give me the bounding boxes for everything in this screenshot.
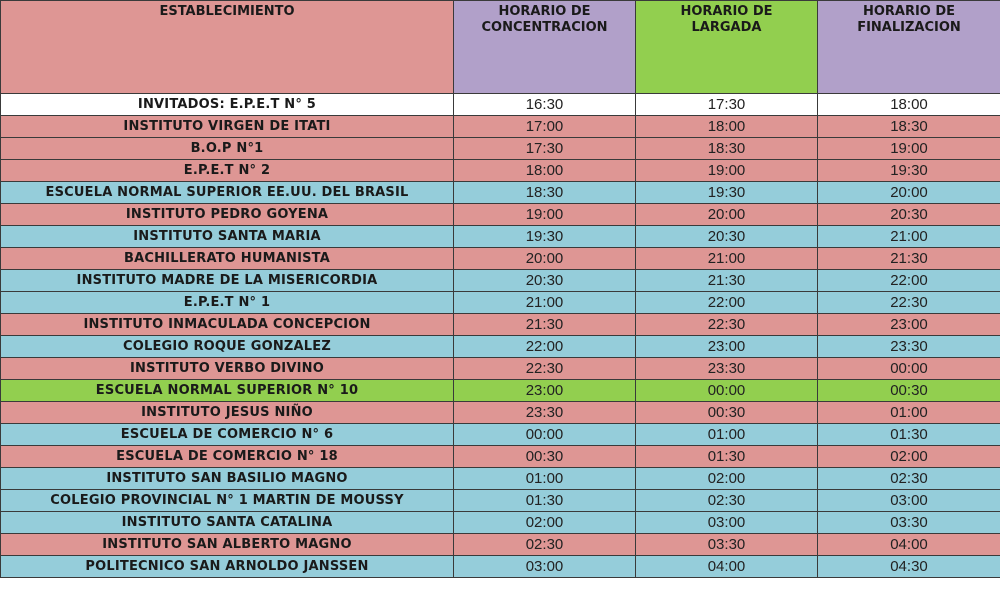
table-row (1, 270, 1000, 292)
cell-largada[interactable]: 03:30 (636, 534, 818, 556)
cell-establecimiento[interactable]: INSTITUTO SAN ALBERTO MAGNO (1, 534, 454, 556)
cell-finalizacion[interactable]: 18:30 (818, 116, 1000, 138)
cell-establecimiento[interactable]: POLITECNICO SAN ARNOLDO JANSSEN (1, 556, 454, 578)
cell-finalizacion[interactable]: 23:00 (818, 314, 1000, 336)
header-text-line: HORARIO DE (680, 4, 773, 19)
header-text-line: HORARIO DE (498, 4, 591, 19)
cell-largada[interactable]: 23:30 (636, 358, 818, 380)
cell-establecimiento[interactable]: INSTITUTO SAN BASILIO MAGNO (1, 468, 454, 490)
table-row (1, 204, 1000, 226)
cell-finalizacion[interactable]: 02:00 (818, 446, 1000, 468)
cell-establecimiento[interactable]: INSTITUTO VIRGEN DE ITATI (1, 116, 454, 138)
cell-concentracion[interactable]: 18:30 (454, 182, 636, 204)
cell-finalizacion[interactable]: 21:00 (818, 226, 1000, 248)
cell-concentracion[interactable]: 18:00 (454, 160, 636, 182)
table-body (1, 94, 1000, 578)
table-header (1, 1, 1000, 94)
table-row (1, 292, 1000, 314)
cell-largada[interactable]: 02:00 (636, 468, 818, 490)
cell-largada[interactable]: 23:00 (636, 336, 818, 358)
table-row (1, 534, 1000, 556)
header-text-line: ESTABLECIMIENTO (159, 4, 295, 19)
cell-finalizacion[interactable]: 23:30 (818, 336, 1000, 358)
cell-largada[interactable]: 20:30 (636, 226, 818, 248)
table-row (1, 160, 1000, 182)
cell-largada[interactable]: 21:00 (636, 248, 818, 270)
header-text-line: HORARIO DE (862, 4, 956, 19)
cell-finalizacion[interactable]: 19:30 (818, 160, 1000, 182)
cell-largada[interactable]: 19:30 (636, 182, 818, 204)
table-row (1, 490, 1000, 512)
cell-largada[interactable]: 02:30 (636, 490, 818, 512)
cell-finalizacion[interactable]: 21:30 (818, 248, 1000, 270)
cell-largada[interactable]: 18:00 (636, 116, 818, 138)
cell-finalizacion[interactable]: 02:30 (818, 468, 1000, 490)
cell-establecimiento[interactable]: ESCUELA DE COMERCIO N° 18 (1, 446, 454, 468)
cell-largada[interactable]: 04:00 (636, 556, 818, 578)
table-row (1, 314, 1000, 336)
cell-concentracion[interactable]: 17:30 (454, 138, 636, 160)
cell-finalizacion[interactable]: 00:30 (818, 380, 1000, 402)
cell-finalizacion[interactable]: 01:30 (818, 424, 1000, 446)
cell-finalizacion[interactable]: 19:00 (818, 138, 1000, 160)
cell-largada[interactable]: 03:00 (636, 512, 818, 534)
cell-finalizacion[interactable]: 01:00 (818, 402, 1000, 424)
cell-establecimiento[interactable]: BACHILLERATO HUMANISTA (1, 248, 454, 270)
table-row (1, 226, 1000, 248)
table-row (1, 446, 1000, 468)
cell-concentracion[interactable]: 20:00 (454, 248, 636, 270)
header-text-line: FINALIZACION (857, 20, 961, 35)
cell-largada[interactable]: 21:30 (636, 270, 818, 292)
cell-largada[interactable]: 19:00 (636, 160, 818, 182)
cell-finalizacion[interactable]: 03:30 (818, 512, 1000, 534)
table-row (1, 512, 1000, 534)
cell-finalizacion[interactable]: 00:00 (818, 358, 1000, 380)
table-row (1, 138, 1000, 160)
table-row (1, 402, 1000, 424)
table-row (1, 358, 1000, 380)
cell-largada[interactable]: 00:30 (636, 402, 818, 424)
cell-concentracion[interactable]: 02:30 (454, 534, 636, 556)
cell-largada[interactable]: 20:00 (636, 204, 818, 226)
cell-establecimiento[interactable]: E.P.E.T N° 2 (1, 160, 454, 182)
table-row (1, 182, 1000, 204)
cell-establecimiento[interactable]: ESCUELA NORMAL SUPERIOR EE.UU. DEL BRASIL (1, 182, 454, 204)
table-row (1, 380, 1000, 402)
cell-establecimiento[interactable]: COLEGIO ROQUE GONZALEZ (1, 336, 454, 358)
header-horario-concentracion[interactable] (454, 1, 636, 94)
cell-concentracion[interactable]: 16:30 (454, 94, 636, 116)
cell-establecimiento[interactable]: INSTITUTO SANTA MARIA (1, 226, 454, 248)
table-row (1, 116, 1000, 138)
cell-finalizacion[interactable]: 20:30 (818, 204, 1000, 226)
cell-establecimiento[interactable]: ESCUELA DE COMERCIO N° 6 (1, 424, 454, 446)
cell-finalizacion[interactable]: 22:00 (818, 270, 1000, 292)
header-text-line: CONCENTRACION (481, 20, 608, 35)
table-row (1, 424, 1000, 446)
cell-concentracion[interactable]: 17:00 (454, 116, 636, 138)
cell-establecimiento[interactable]: ESCUELA NORMAL SUPERIOR N° 10 (1, 380, 454, 402)
cell-establecimiento[interactable]: INSTITUTO SANTA CATALINA (1, 512, 454, 534)
cell-concentracion[interactable]: 03:00 (454, 556, 636, 578)
cell-establecimiento[interactable]: INVITADOS: E.P.E.T N° 5 (1, 94, 454, 116)
cell-establecimiento[interactable]: INSTITUTO PEDRO GOYENA (1, 204, 454, 226)
table-row (1, 248, 1000, 270)
cell-largada[interactable]: 18:30 (636, 138, 818, 160)
cell-concentracion[interactable]: 02:00 (454, 512, 636, 534)
cell-establecimiento[interactable]: INSTITUTO JESUS NIÑO (1, 402, 454, 424)
cell-finalizacion[interactable]: 22:30 (818, 292, 1000, 314)
cell-largada[interactable]: 22:00 (636, 292, 818, 314)
cell-concentracion[interactable]: 00:30 (454, 446, 636, 468)
cell-establecimiento[interactable]: INSTITUTO INMACULADA CONCEPCION (1, 314, 454, 336)
cell-establecimiento[interactable]: E.P.E.T N° 1 (1, 292, 454, 314)
table-row (1, 336, 1000, 358)
cell-concentracion[interactable]: 23:00 (454, 380, 636, 402)
cell-finalizacion[interactable]: 04:30 (818, 556, 1000, 578)
cell-concentracion[interactable]: 22:00 (454, 336, 636, 358)
table-row (1, 556, 1000, 578)
sheet-bottom-margin (0, 583, 1000, 589)
cell-concentracion[interactable]: 20:30 (454, 270, 636, 292)
cell-finalizacion[interactable]: 04:00 (818, 534, 1000, 556)
cell-establecimiento[interactable]: COLEGIO PROVINCIAL N° 1 MARTIN DE MOUSSY (1, 490, 454, 512)
header-establecimiento[interactable] (1, 1, 454, 94)
cell-concentracion[interactable]: 23:30 (454, 402, 636, 424)
cell-concentracion[interactable]: 19:00 (454, 204, 636, 226)
cell-concentracion[interactable]: 22:30 (454, 358, 636, 380)
cell-concentracion[interactable]: 21:00 (454, 292, 636, 314)
table-row (1, 94, 1000, 116)
cell-establecimiento[interactable]: INSTITUTO VERBO DIVINO (1, 358, 454, 380)
cell-finalizacion[interactable]: 20:00 (818, 182, 1000, 204)
header-text-line: LARGADA (691, 20, 762, 35)
cell-establecimiento[interactable]: B.O.P N°1 (1, 138, 454, 160)
cell-finalizacion[interactable]: 18:00 (818, 94, 1000, 116)
cell-concentracion[interactable]: 19:30 (454, 226, 636, 248)
cell-largada[interactable]: 00:00 (636, 380, 818, 402)
cell-largada[interactable]: 17:30 (636, 94, 818, 116)
cell-finalizacion[interactable]: 03:00 (818, 490, 1000, 512)
cell-establecimiento[interactable]: INSTITUTO MADRE DE LA MISERICORDIA (1, 270, 454, 292)
header-row (1, 1, 1000, 94)
cell-concentracion[interactable]: 01:00 (454, 468, 636, 490)
table-row (1, 468, 1000, 490)
cell-largada[interactable]: 01:00 (636, 424, 818, 446)
cell-largada[interactable]: 01:30 (636, 446, 818, 468)
header-horario-finalizacion[interactable] (818, 1, 1000, 94)
cell-concentracion[interactable]: 21:30 (454, 314, 636, 336)
header-horario-largada[interactable] (636, 1, 818, 94)
cell-concentracion[interactable]: 01:30 (454, 490, 636, 512)
cell-largada[interactable]: 22:30 (636, 314, 818, 336)
cell-concentracion[interactable]: 00:00 (454, 424, 636, 446)
